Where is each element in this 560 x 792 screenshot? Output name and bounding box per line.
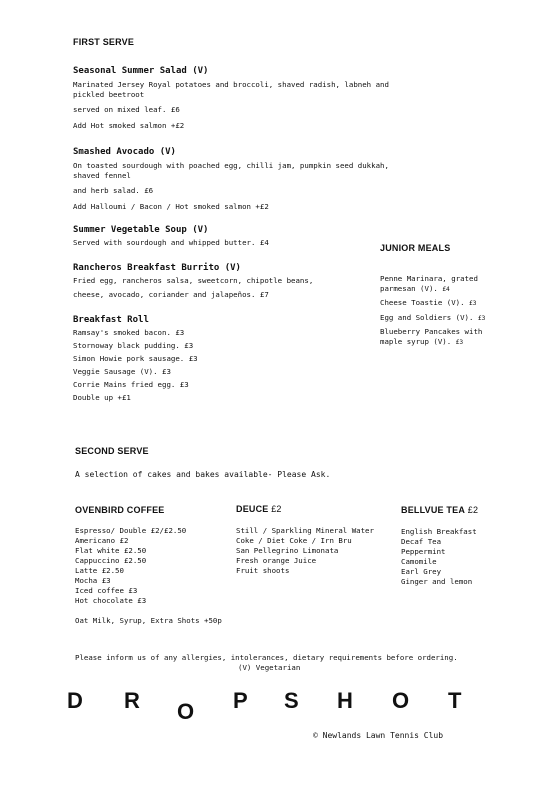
deuce-list	[236, 526, 376, 576]
list-item	[380, 274, 492, 294]
coffee-heading: OVENBIRD COFFEE	[75, 505, 165, 515]
tea-heading	[401, 505, 478, 515]
list-item: Decaf Tea	[401, 537, 442, 546]
menu-item	[73, 147, 413, 212]
list-item: Camomile	[401, 557, 437, 566]
list-item: San Pellegrino Limonata	[236, 546, 339, 555]
item-price: £3	[477, 314, 486, 322]
menu-item	[73, 66, 413, 131]
list-item: Latte £2.50	[75, 566, 124, 575]
first-serve-items	[73, 66, 413, 403]
menu-item	[73, 315, 413, 403]
item-line: Simon Howie pork sausage. £3	[73, 354, 198, 363]
item-name: Penne Marinara, grated parmesan (V).	[380, 274, 478, 293]
list-item: Flat white £2.50	[75, 546, 147, 555]
copyright-text: © Newlands Lawn Tennis Club	[313, 731, 444, 740]
item-line: Marinated Jersey Royal potatoes and broccoli, shaved radish, labneh and pickled beetroot	[73, 80, 394, 99]
item-price: £4	[442, 285, 450, 293]
list-item: English Breakfast	[401, 527, 477, 536]
logo-letter: R	[124, 688, 140, 713]
list-item: Ginger and lemon	[401, 577, 473, 586]
item-price: £3	[455, 338, 464, 346]
list-item: Espresso/ Double £2/£2.50	[75, 526, 187, 535]
dropshot-logo	[0, 685, 560, 725]
item-price: £3	[469, 300, 477, 308]
list-item: Hot chocolate £3	[75, 596, 147, 605]
logo-letter: H	[337, 688, 353, 713]
item-name: Cheese Toastie (V).	[380, 298, 465, 308]
item-line: Served with sourdough and whipped butter. £4	[73, 238, 269, 247]
menu-item	[73, 225, 413, 248]
item-line: Add Hot smoked salmon +£2	[73, 121, 185, 130]
list-item	[380, 313, 492, 324]
deuce-title: DEUCE	[236, 504, 269, 514]
junior-meals-list	[380, 274, 492, 348]
tea-list	[401, 527, 511, 587]
list-item: Americano £2	[75, 536, 129, 545]
logo-letter: T	[448, 688, 462, 713]
item-line: Fried egg, rancheros salsa, sweetcorn, chipotle beans,	[73, 276, 314, 285]
item-line: served on mixed leaf. £6	[73, 105, 180, 114]
list-item	[380, 327, 492, 347]
list-item	[380, 298, 492, 309]
item-title: Smashed Avocado (V)	[73, 147, 176, 157]
item-title: Seasonal Summer Salad (V)	[73, 66, 209, 76]
logo-letter: D	[67, 688, 83, 713]
item-title: Breakfast Roll	[73, 315, 149, 325]
list-item: Mocha £3	[75, 576, 111, 585]
list-item: Fresh orange Juice	[236, 556, 317, 565]
first-serve-heading: FIRST SERVE	[73, 37, 135, 47]
item-line: and herb salad. £6	[73, 186, 154, 195]
junior-meals-heading: JUNIOR MEALS	[380, 243, 451, 253]
second-serve-text: A selection of cakes and bakes available- Please Ask.	[75, 470, 331, 479]
item-line: On toasted sourdough with poached egg, chilli jam, pumpkin seed dukkah, shaved fennel	[73, 161, 394, 180]
tea-price: £2	[467, 505, 479, 515]
item-line: Veggie Sausage (V). £3	[73, 367, 171, 376]
list-item: Cappuccino £2.50	[75, 556, 147, 565]
deuce-price: £2	[271, 504, 282, 514]
menu-item	[73, 263, 413, 300]
list-item: Iced coffee £3	[75, 586, 138, 595]
item-title: Summer Vegetable Soup (V)	[73, 225, 209, 235]
second-serve-heading: SECOND SERVE	[75, 446, 149, 456]
item-line: cheese, avocado, coriander and jalapeños. £7	[73, 290, 269, 299]
list-item: Earl Grey	[401, 567, 442, 576]
list-item: Fruit shoots	[236, 566, 290, 575]
item-name: Blueberry Pancakes with maple syrup (V).	[380, 327, 483, 346]
item-line: Add Halloumi / Bacon / Hot smoked salmon +£2	[73, 202, 269, 211]
item-line: Ramsay's smoked bacon. £3	[73, 328, 185, 337]
item-line: Double up +£1	[73, 393, 131, 402]
logo-letter: P	[233, 688, 248, 713]
item-line: Stornoway black pudding. £3	[73, 341, 194, 350]
list-item: Still / Sparkling Mineral Water	[236, 526, 374, 535]
logo-letter: S	[284, 688, 299, 713]
logo-letter: O	[392, 688, 410, 713]
logo-letter: O	[177, 699, 195, 724]
tea-title: BELLVUE TEA	[401, 505, 466, 515]
allergy-note: Please inform us of any allergies, intolerances, dietary requirements before ordering.	[75, 653, 458, 662]
vegetarian-note: (V) Vegetarian	[238, 663, 301, 672]
list-item: Coke / Diet Coke / Irn Bru	[236, 536, 352, 545]
coffee-list	[75, 526, 225, 626]
list-item: Peppermint	[401, 547, 446, 556]
item-line: Corrie Mains fried egg. £3	[73, 380, 189, 389]
item-name: Egg and Soldiers (V).	[380, 312, 474, 322]
item-title: Rancheros Breakfast Burrito (V)	[73, 263, 241, 273]
deuce-heading	[236, 504, 282, 514]
coffee-extras: Oat Milk, Syrup, Extra Shots +50p	[75, 616, 222, 625]
